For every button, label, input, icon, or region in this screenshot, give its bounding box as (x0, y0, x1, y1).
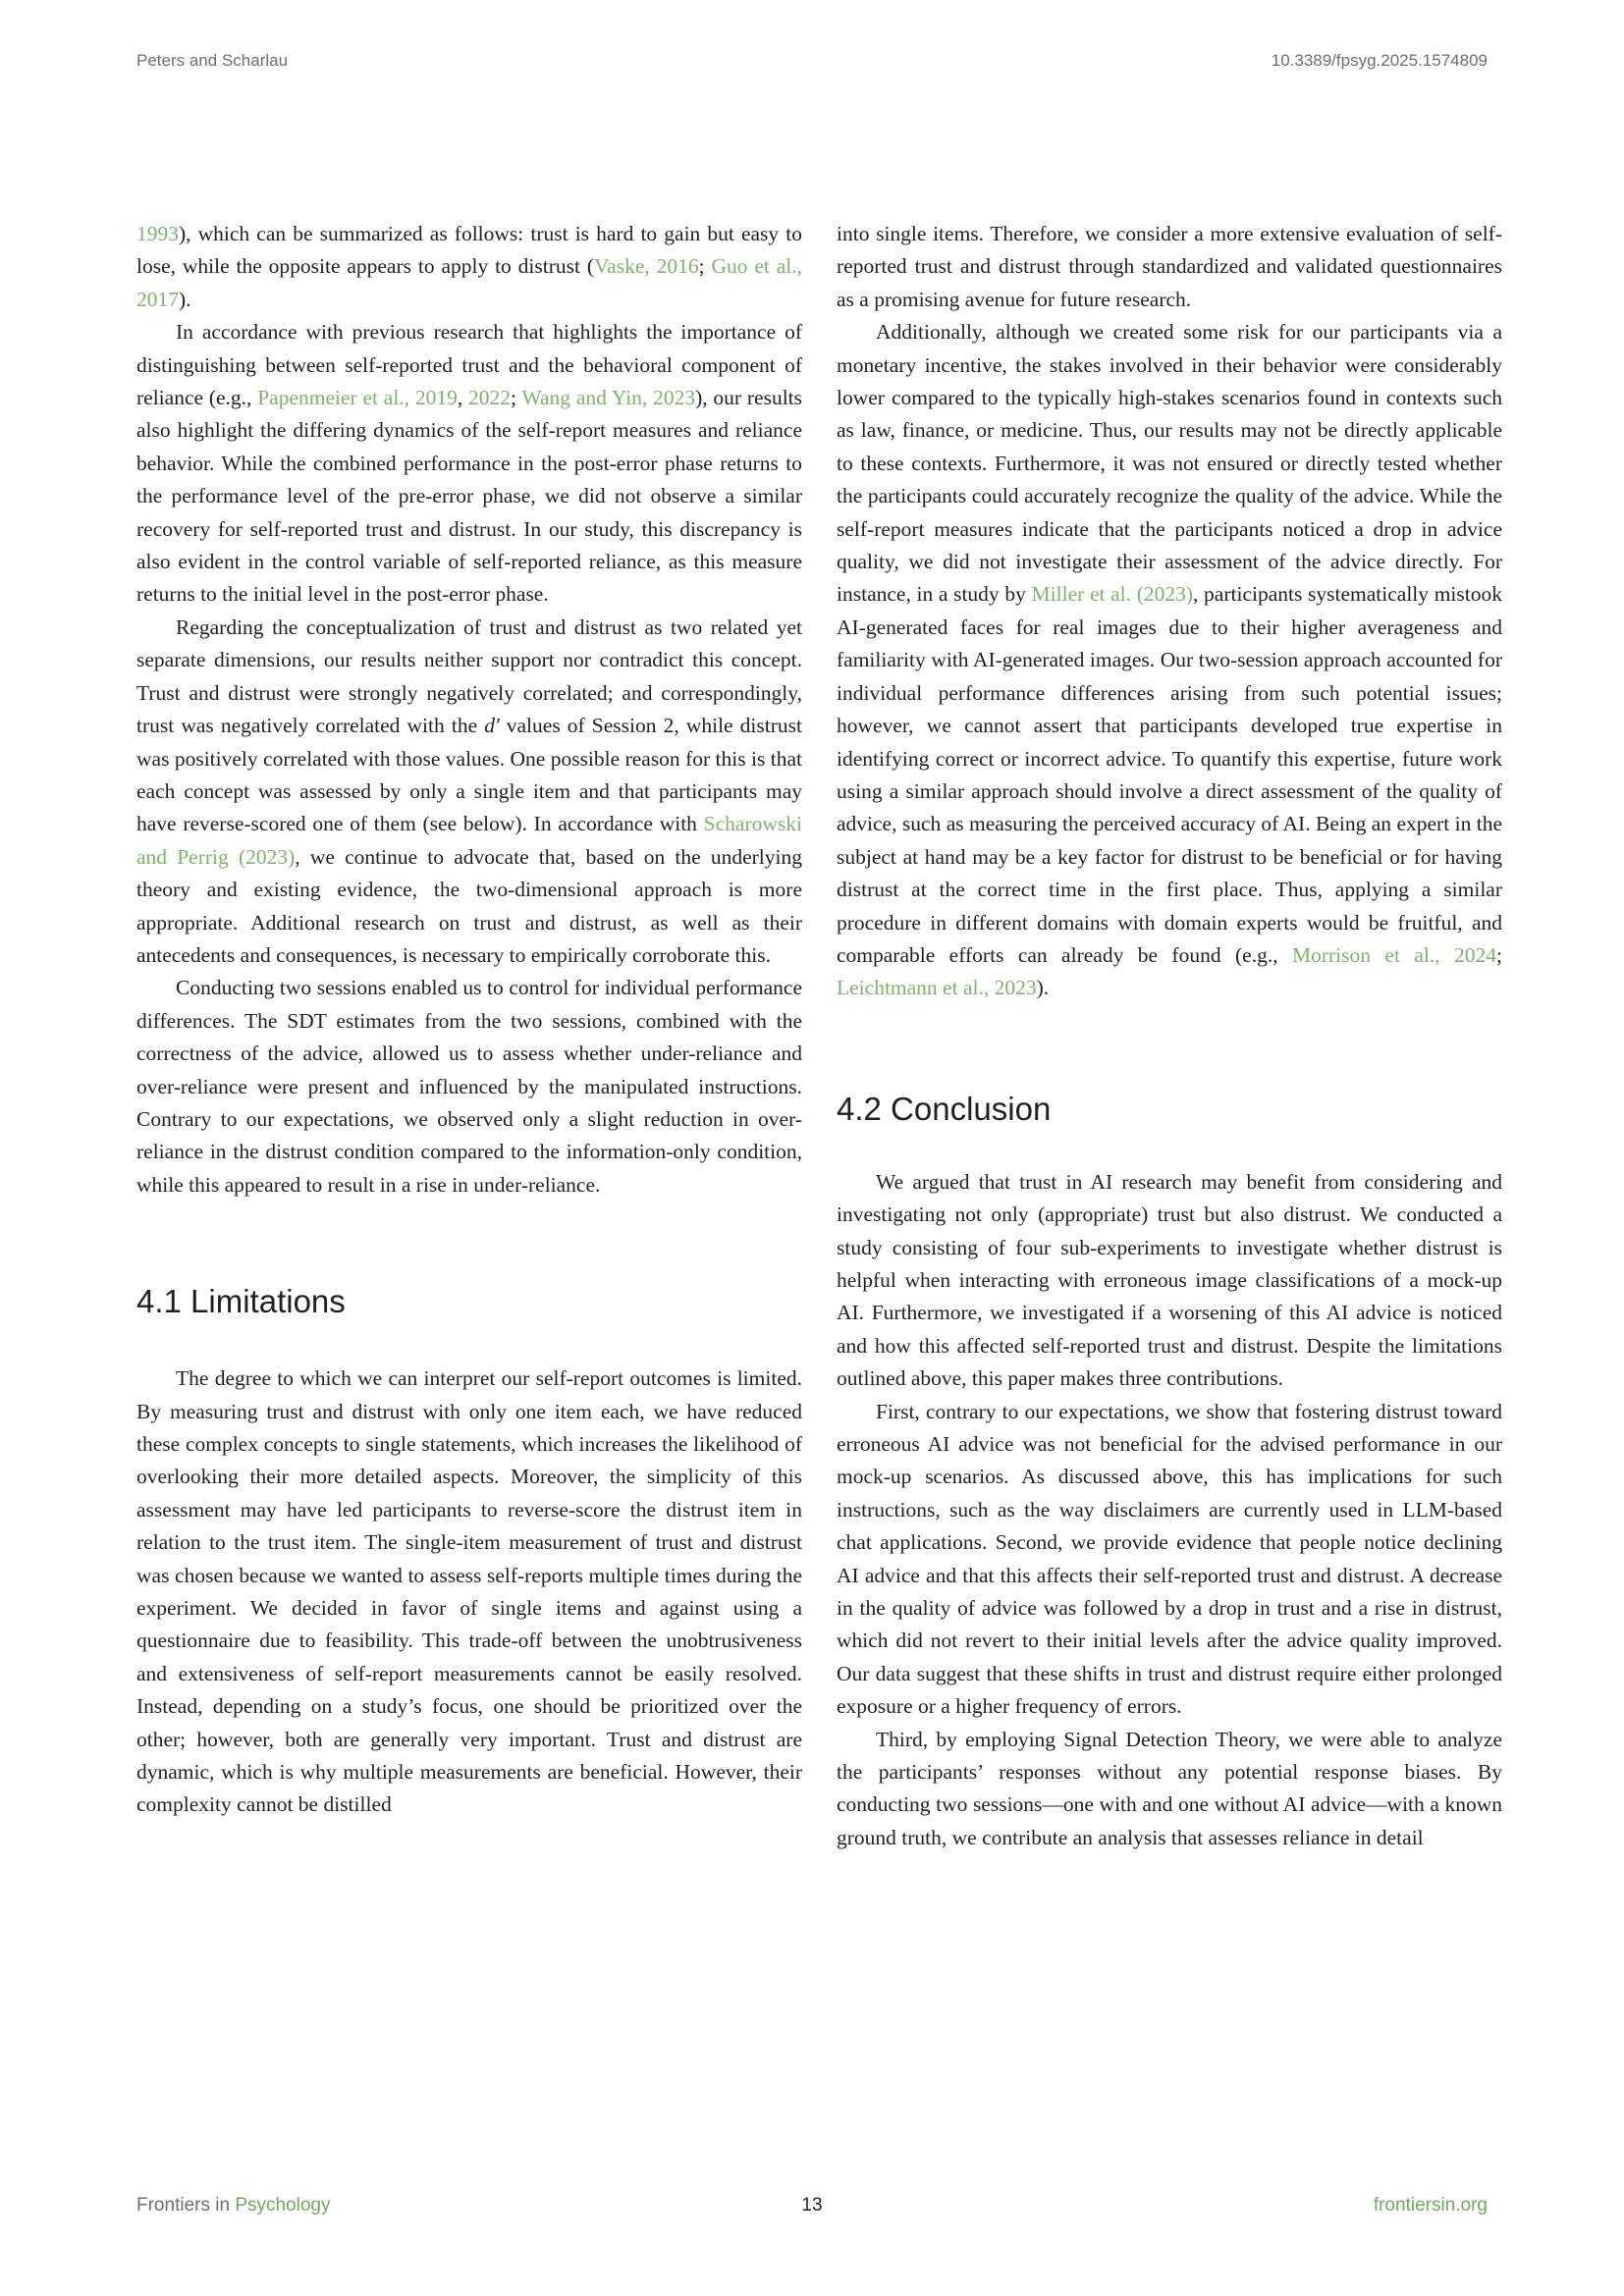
text-run: Third, by employing Signal Detection Theory, we were able to analyze the participants’ responses without any potential response biases. By conducting two sessions—one with and one without AI advice—with a known ground truth, we contribute an analysis that assesses reliance in detail (837, 1727, 1502, 1849)
text-run: First, contrary to our expectations, we show that fostering distrust toward erroneous AI advice was not beneficial for the advised performance in our mock-up scenarios. As discussed above, this has implications for such instructions, such as the way disclaimers are currently used in LLM-based chat applications. Second, we provide evidence that people notice declining AI advice and that this affects their self-reported trust and distrust. A decrease in the quality of advice was followed by a drop in trust and a rise in distrust, which did not revert to their initial levels after the advice quality improved. Our data suggest that these shifts in trust and distrust require either prolonged exposure or a higher frequency of errors. (837, 1399, 1502, 1719)
paragraph (136, 316, 802, 612)
paragraph (837, 1166, 1502, 1396)
footer-journal-prefix: Frontiers in (136, 2195, 231, 2216)
text-run: values of Session 2, while distrust was positively correlated with those values. One possible reason for this is that each concept was assessed by only a single item and that participants may have reverse-scored one of them (see below). In accordance with (136, 714, 802, 836)
footer-journal-name[interactable]: Psychology (235, 2195, 331, 2216)
text-run: ). (179, 287, 191, 311)
section-heading-conclusion: 4.2 Conclusion (837, 1090, 1052, 1127)
citation-link[interactable]: Scharowski and Perrig (2023) (136, 812, 802, 869)
text-run: ), our results also highlight the differing dynamics of the self-report measures and reliance behavior. While the combined performance in the post-error phase returns to the performance level of the pre-error phase, we did not observe a similar recovery for self-reported trust and distrust. In our study, this discrepancy is also evident in the control variable of self-reported reliance, as this measure returns to the initial level in the post-error phase. (136, 386, 803, 607)
text-run: into single items. Therefore, we consider a more extensive evaluation of self-reported trust and distrust through standardized and validated questionnaires as a promising avenue for future research. (837, 222, 1502, 311)
text-run: In accordance with previous research that highlights the importance of distinguishing between self-reported trust and the behavioral component of reliance (e.g., (136, 320, 802, 410)
text-run: Conducting two sessions enabled us to control for individual performance differences. The SDT estimates from the two sessions, combined with the correctness of the advice, allowed us to assess whether under-reliance and over-reliance were present and influenced by the manipulated instructions. Contrary to our expectations, we observed only a slight reduction in over-reliance in the distrust condition compared to the information-only condition, while this appeared to result in a rise in under-reliance. (136, 976, 802, 1197)
page-number: 13 (801, 2195, 823, 2216)
section-heading-limitations: 4.1 Limitations (136, 1283, 346, 1320)
paragraph (136, 1362, 802, 1822)
text-run: ; (1496, 942, 1502, 967)
text-run: We argued that trust in AI research may benefit from considering and investigating not only (appropriate) trust but also distrust. We conducted a study consisting of four sub-experiments to investigate whether distrust is helpful when interacting with erroneous image classifications of a mock-up AI. Furthermore, we investigated if a worsening of this AI advice is noticed and how this affected self-reported trust and distrust. Despite the limitations outlined above, this paper makes three contributions. (837, 1169, 1502, 1391)
text-run: Additionally, although we created some risk for our participants via a monetary incentive, the stakes involved in their behavior were considerably lower compared to the typically high-stakes scenarios found in contexts such as law, finance, or medicine. Thus, our results may not be directly applicable to these contexts. Furthermore, it was not ensured or directly tested whether the participants could accurately recognize the quality of the advice. While the self-report measures indicate that the participants noticed a drop in advice quality, we did not investigate their assessment of the advice directly. For instance, in a study by (837, 320, 1502, 607)
text-run: Regarding the conceptualization of trust and distrust as two related yet separate dimensions, our results neither support nor contradict this concept. Trust and distrust were strongly negatively correlated; and correspondingly, trust was negatively correlated with the (136, 614, 802, 738)
citation-link[interactable]: Wang and Yin, 2023 (521, 386, 696, 410)
text-run: , (457, 386, 469, 410)
text-run: ), which can be summarized as follows: trust is hard to gain but easy to lose, while the opposite appears to apply to distrust ( (136, 222, 802, 279)
citation-link[interactable]: Guo et al., 2017 (136, 254, 802, 311)
citation-link[interactable]: Leichtmann et al., 2023 (837, 976, 1037, 1000)
citation-link[interactable]: 1993 (136, 222, 179, 245)
right-column (837, 218, 1502, 1854)
running-header-doi: 10.3389/fpsyg.2025.1574809 (1271, 51, 1488, 70)
citation-link[interactable]: Papenmeier et al., 2019 (257, 386, 458, 410)
paragraph (837, 218, 1502, 316)
citation-link[interactable]: Miller et al. (2023) (1031, 582, 1194, 607)
paragraph (837, 1724, 1502, 1855)
text-run: The degree to which we can interpret our self-report outcomes is limited. By measuring trust and distrust with only one item each, we have reduced these complex concepts to single statements, which increases the likelihood of overlooking their more detailed aspects. Moreover, the simplicity of this assessment may have led participants to reverse-score the distrust item in relation to the trust item. The single-item measurement of trust and distrust was chosen because we wanted to assess self-reports multiple times during the experiment. We decided in favor of single items and against using a questionnaire due to feasibility. This trade-off between the unobtrusiveness and extensiveness of self-report measurements cannot be easily resolved. Instead, depending on a study’s focus, one should be prioritized over the other; however, both are generally very important. Trust and distrust are dynamic, which is why multiple measurements are beneficial. However, their complexity cannot be distilled (136, 1366, 802, 1817)
paragraph (136, 612, 802, 972)
left-column (136, 218, 802, 1822)
citation-link[interactable]: Morrison et al., 2024 (1291, 942, 1497, 967)
text-run: ). (1036, 976, 1050, 1000)
text-run: , participants systematically mistook AI-generated faces for real images due to their higher averageness and familiarity with AI-generated images. Our two-session approach accounted for individual performance differences arising from such potential issues; however, we cannot assert that participants developed true expertise in identifying correct or incorrect advice. To quantify this expertise, future work using a similar approach should involve a direct assessment of the quality of advice, such as measuring the perceived accuracy of AI. Being an expert in the subject at hand may be a key factor for distrust to be beneficial or for having distrust at the correct time in the first place. Thus, applying a similar procedure in different domains with domain experts would be fruitful, and comparable efforts can already be found (e.g., (837, 582, 1502, 967)
footer-site-link[interactable]: frontiersin.org (1373, 2195, 1488, 2216)
citation-link[interactable]: Vaske, 2016 (594, 254, 699, 279)
citation-link[interactable]: 2022 (468, 386, 512, 410)
running-header-authors: Peters and Scharlau (136, 51, 289, 70)
paragraph (136, 972, 802, 1201)
paragraph (837, 1396, 1502, 1724)
text-run: ; (698, 254, 712, 279)
text-run: , we continue to advocate that, based on the underlying theory and existing evidence, the two-dimensional approach is more appropriate. Additional research on trust and distrust, as well as their antecedents and consequences, is necessary to empirically corroborate this. (136, 844, 803, 967)
italic-symbol: d′ (484, 714, 500, 738)
paragraph (837, 316, 1502, 1005)
text-run: ; (511, 386, 522, 410)
paragraph (136, 218, 802, 316)
